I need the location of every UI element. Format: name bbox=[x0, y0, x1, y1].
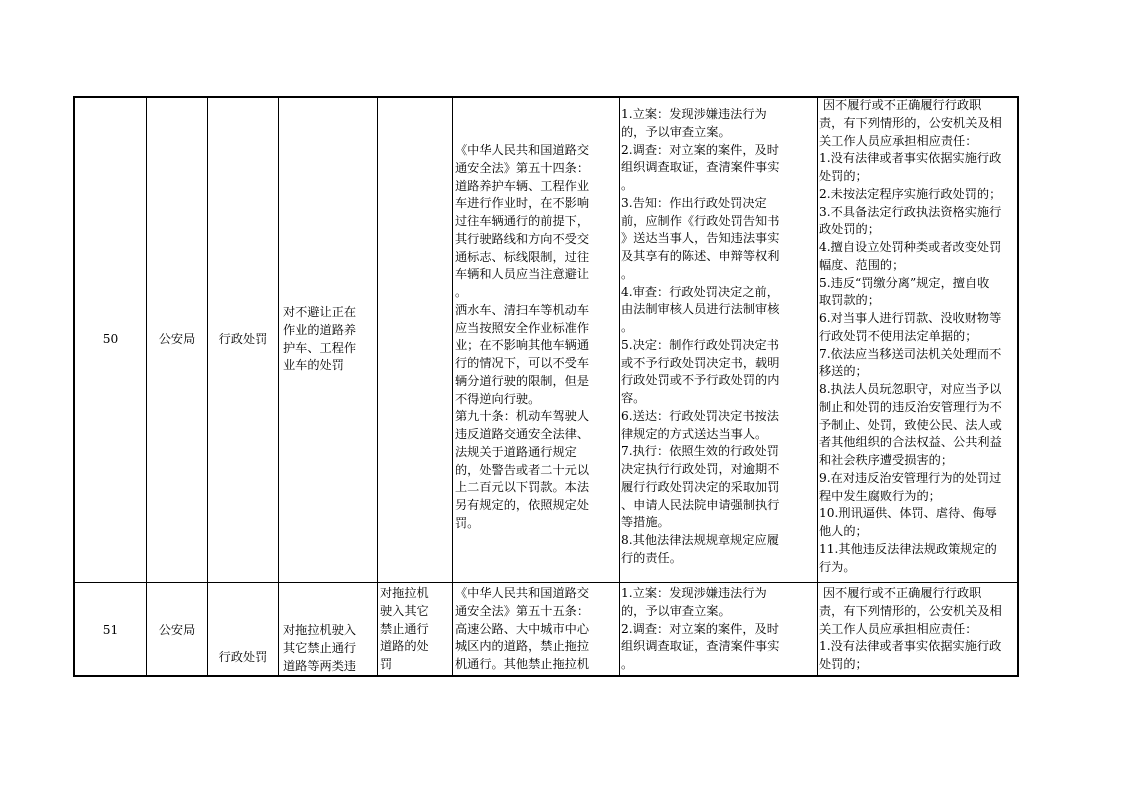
sub-item-name bbox=[380, 585, 452, 675]
liability-line: 8.执法人员玩忽职守，对应当予以 bbox=[819, 382, 1002, 396]
item-name-line: 业车的处罚 bbox=[283, 358, 344, 373]
table-right-border bbox=[1017, 96, 1019, 677]
liability-line: 7.依法应当移送司法机关处理而不 bbox=[819, 346, 1002, 361]
process-line: 组织调查取证，查清案件事实 bbox=[621, 160, 780, 175]
legal-basis-line: 通安全法》第五十五条： bbox=[455, 603, 590, 618]
liability-line: 1.没有法律或者事实依据实施行政 bbox=[819, 639, 1002, 654]
legal-basis-line: 《中华人民共和国道路交 bbox=[455, 143, 590, 157]
process-line: 7.执行：依照生效的行政处罚 bbox=[621, 444, 779, 459]
process-line: 行的责任。 bbox=[621, 550, 682, 565]
liability-line: 程中发生腐败行为的； bbox=[819, 488, 941, 503]
liability-line: 4.擅自设立处罚种类或者改变处罚 bbox=[819, 240, 1002, 254]
liability-line: 处罚的； bbox=[819, 657, 868, 671]
item-name-line: 作业的道路养 bbox=[283, 322, 357, 337]
column-divider bbox=[452, 96, 453, 677]
legal-basis-line: 过往车辆通行的前提下， bbox=[455, 214, 590, 228]
legal-basis-line: 洒水车、清扫车等机动车 bbox=[455, 302, 590, 317]
table-bottom-border bbox=[73, 675, 1019, 677]
legal-basis-line: 的，处警告或者二十元以 bbox=[455, 462, 590, 477]
liability-line: 9.在对违反治安管理行为的处罚过 bbox=[819, 470, 1002, 485]
liability-line: 因不履行或不正确履行行政职 bbox=[819, 586, 982, 600]
column-divider bbox=[377, 96, 378, 677]
process-line: 5.决定：制作行政处罚决定书 bbox=[621, 337, 779, 352]
process-line: 8.其他法律法规规章规定应履 bbox=[621, 533, 779, 547]
legal-basis-line: 机通行。其他禁止拖拉机 bbox=[455, 657, 590, 671]
item-name bbox=[283, 622, 375, 675]
process-line: 前，应制作《行政处罚告知书 bbox=[621, 213, 780, 228]
liability-line: 处罚的； bbox=[819, 169, 868, 183]
process-line: 。 bbox=[621, 320, 634, 334]
process-line: 行政处罚或不予行政处罚的内 bbox=[621, 373, 780, 388]
process-line: 。 bbox=[621, 657, 634, 671]
power-type: 行政处罚 bbox=[218, 650, 268, 664]
liability-line: 1.没有法律或者事实依据实施行政 bbox=[819, 151, 1002, 166]
sub-item-line: 道路的处 bbox=[380, 639, 429, 654]
liability-line: 3.不具备法定行政执法资格实施行 bbox=[819, 204, 1002, 219]
process-line: 1.立案：发现涉嫌违法行为 bbox=[621, 586, 767, 600]
liability-line: 2.未按法定程序实施行政处罚的； bbox=[819, 186, 1002, 201]
liability-line: 关工作人员应承担相应责任： bbox=[819, 133, 978, 148]
process-line: 决定执行行政处罚，对逾期不 bbox=[621, 462, 780, 476]
process-line: 。 bbox=[621, 178, 634, 192]
legal-basis-line: 罚。 bbox=[455, 515, 480, 530]
process-line: 的，予以审查立案。 bbox=[621, 124, 731, 139]
item-name-line: 对不避让正在 bbox=[283, 305, 357, 319]
sub-item-line: 驶入其它 bbox=[380, 603, 429, 618]
legal-basis bbox=[455, 142, 618, 533]
item-name-line: 对拖拉机驶入 bbox=[283, 623, 357, 637]
sub-item-line: 禁止通行 bbox=[380, 621, 429, 636]
legal-basis-line: 法规关于道路通行规定 bbox=[455, 444, 577, 459]
liability-line: 关工作人员应承担相应责任： bbox=[819, 621, 978, 636]
column-divider bbox=[278, 96, 279, 677]
legal-basis-line: 车进行作业时，在不影响 bbox=[455, 196, 590, 211]
sub-item-line: 对拖拉机 bbox=[380, 586, 429, 600]
process-line: 的，予以审查立案。 bbox=[621, 603, 731, 618]
legal-basis-line: 业；在不影响其他车辆通 bbox=[455, 338, 590, 353]
process-line: 由法制审核人员进行法制审核 bbox=[621, 302, 780, 317]
liability-line: 和社会秩序遭受损害的； bbox=[819, 453, 954, 467]
process-line: 等措施。 bbox=[621, 515, 670, 530]
liability-clauses bbox=[819, 97, 1017, 576]
liability-line: 行为。 bbox=[819, 559, 856, 574]
process-line: 组织调查取证，查清案件事实 bbox=[621, 639, 780, 654]
liability-line: 行政处罚不使用法定单据的； bbox=[819, 328, 978, 343]
legal-basis-line: 通标志、标线限制，过往 bbox=[455, 249, 590, 264]
liability-line: 10.刑讯逼供、体罚、虐待、侮辱 bbox=[819, 506, 997, 521]
item-name-line: 道路等两类违 bbox=[283, 658, 357, 673]
legal-basis-line: 城区内的道路，禁止拖拉 bbox=[455, 639, 590, 654]
process-line: 4.审查：行政处罚决定之前， bbox=[621, 284, 779, 299]
legal-basis bbox=[455, 585, 618, 675]
legal-basis-line: 通安全法》第五十四条： bbox=[455, 160, 590, 175]
liability-line: 政处罚的； bbox=[819, 222, 880, 237]
process-line: 2.调查：对立案的案件，及时 bbox=[621, 621, 779, 636]
legal-basis-line: 《中华人民共和国道路交 bbox=[455, 586, 590, 600]
liability-line: 制止和处罚的违反治安管理行为不 bbox=[819, 399, 1002, 414]
column-divider bbox=[207, 96, 208, 677]
legal-basis-line: 。 bbox=[455, 285, 468, 299]
row-number: 51 bbox=[102, 623, 119, 637]
liability-line: 11.其他违反法律法规政策规定的 bbox=[819, 541, 997, 556]
legal-basis-line: 另有规定的，依照规定处 bbox=[455, 498, 590, 512]
row-divider bbox=[73, 582, 1019, 583]
column-divider bbox=[619, 96, 620, 677]
liability-line: 因不履行或不正确履行行政职 bbox=[819, 98, 982, 112]
legal-basis-line: 应当按照安全作业标准作 bbox=[455, 320, 590, 335]
column-divider bbox=[817, 96, 818, 677]
liability-line: 者其他组织的合法权益、公共利益 bbox=[819, 435, 1002, 450]
process-line: 3.告知：作出行政处罚决定 bbox=[621, 195, 767, 210]
liability-clauses bbox=[819, 585, 1017, 675]
row-number: 50 bbox=[102, 332, 119, 346]
legal-basis-line: 车辆和人员应当注意避让 bbox=[455, 267, 590, 282]
process-line: 2.调查：对立案的案件，及时 bbox=[621, 142, 779, 157]
legal-basis-line: 辆分道行驶的限制，但是 bbox=[455, 373, 590, 388]
liability-line: 6.对当事人进行罚款、没收财物等 bbox=[819, 311, 1002, 325]
liability-line: 他人的； bbox=[819, 524, 868, 538]
legal-basis-line: 高速公路、大中城市中心 bbox=[455, 621, 590, 636]
column-divider bbox=[73, 96, 75, 677]
process-line: 》送达当事人，告知违法事实 bbox=[621, 231, 780, 246]
legal-basis-line: 不得逆向行驶。 bbox=[455, 391, 541, 406]
process-steps bbox=[621, 585, 817, 675]
liability-line: 取罚款的； bbox=[819, 293, 880, 308]
process-line: 律规定的方式送达当事人。 bbox=[621, 426, 768, 441]
power-type: 行政处罚 bbox=[218, 332, 268, 346]
sub-item-line: 罚 bbox=[380, 657, 393, 671]
liability-line: 幅度、范围的； bbox=[819, 257, 905, 272]
process-line: 1.立案：发现涉嫌违法行为 bbox=[621, 107, 767, 121]
legal-basis-line: 上二百元以下罚款。本法 bbox=[455, 480, 590, 495]
process-line: 或不予行政处罚决定书，载明 bbox=[621, 355, 780, 370]
item-name-line: 护车、工程作 bbox=[283, 340, 357, 355]
process-line: 6.送达：行政处罚决定书按法 bbox=[621, 408, 779, 423]
liability-line: 责，有下列情形的，公安机关及相 bbox=[819, 603, 1002, 618]
liability-line: 5.违反“罚缴分离”规定，擅自收 bbox=[819, 275, 990, 290]
legal-basis-line: 行的情况下，可以不受车 bbox=[455, 356, 590, 370]
liability-line: 移送的； bbox=[819, 364, 868, 379]
legal-basis-line: 其行驶路线和方向不受交 bbox=[455, 231, 590, 246]
legal-basis-line: 违反道路交通安全法律、 bbox=[455, 427, 590, 441]
item-name-line: 其它禁止通行 bbox=[283, 640, 357, 655]
liability-line: 予制止、处罚，致使公民、法人或 bbox=[819, 417, 1002, 432]
process-line: 履行行政处罚决定的采取加罚 bbox=[621, 479, 780, 494]
process-line: 容。 bbox=[621, 391, 646, 405]
process-line: 、申请人民法院申请强制执行 bbox=[621, 497, 780, 512]
department: 公安局 bbox=[158, 332, 196, 346]
legal-basis-line: 道路养护车辆、工程作业 bbox=[455, 178, 590, 193]
column-divider bbox=[146, 96, 147, 677]
process-line: 。 bbox=[621, 266, 634, 281]
process-steps bbox=[621, 106, 817, 568]
liability-line: 责，有下列情形的，公安机关及相 bbox=[819, 115, 1002, 130]
process-line: 及其享有的陈述、申辩等权利 bbox=[621, 249, 780, 263]
department: 公安局 bbox=[158, 623, 196, 637]
legal-basis-line: 第九十条：机动车驾驶人 bbox=[455, 409, 590, 424]
item-name bbox=[283, 304, 375, 375]
